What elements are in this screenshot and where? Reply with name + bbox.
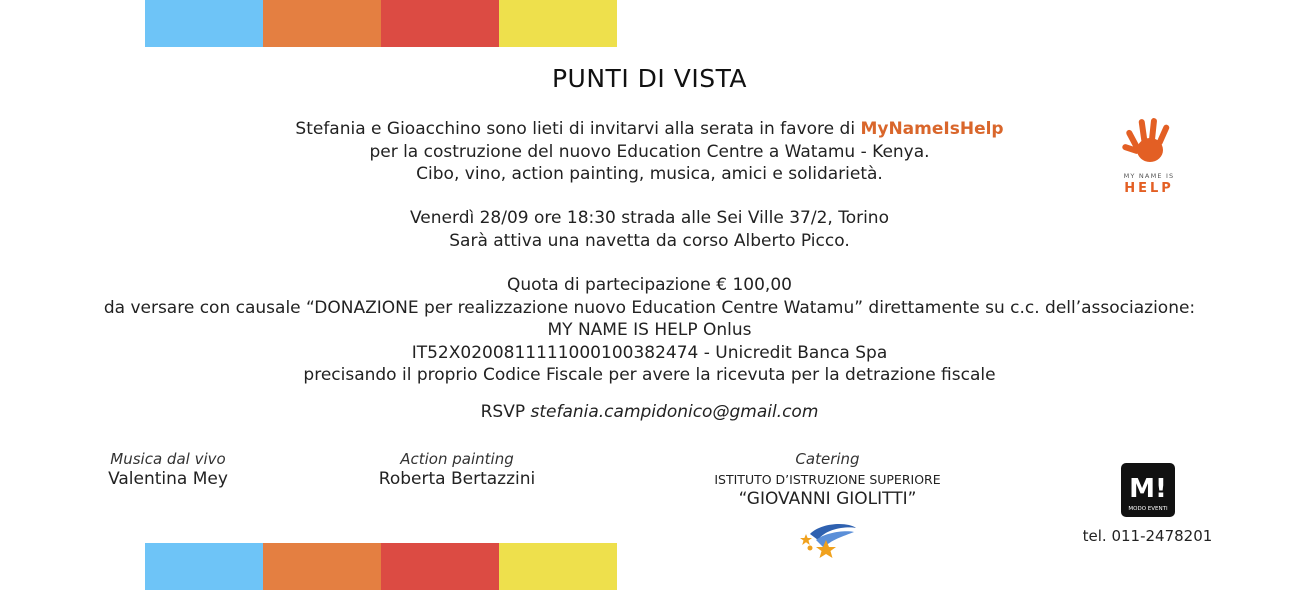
credit-painting-role: Action painting <box>400 450 514 468</box>
mynameishelp-logo <box>1110 116 1188 198</box>
event-shuttle: Sarà attiva una navetta da corso Alberto Picco. <box>449 230 850 251</box>
school-star-logo-icon <box>800 524 856 558</box>
credit-painting <box>356 450 558 489</box>
hand-print-icon <box>1122 118 1171 162</box>
intro-line-2: per la costruzione del nuovo Education Centre a Watamu - Kenya. <box>369 141 930 162</box>
intro-paragraph <box>0 118 1299 186</box>
stripe-red <box>381 543 499 590</box>
modo-eventi-logo <box>1121 463 1175 517</box>
credit-catering <box>690 450 965 509</box>
credit-music-name: Valentina Mey <box>108 469 228 489</box>
help-logo-tagline: MY NAME IS <box>1123 172 1175 180</box>
intro-line-1: Stefania e Gioacchino sono lieti di invitarvi alla serata in favore di MyNameIsHelp <box>295 119 1004 139</box>
stripe-orange <box>263 543 381 590</box>
credit-music-role: Musica dal vivo <box>110 450 226 468</box>
stripe-blue <box>145 0 263 47</box>
credit-catering-institute: ISTITUTO D’ISTRUZIONE SUPERIORE <box>714 472 941 487</box>
event-details <box>0 207 1299 252</box>
donation-causal: da versare con causale “DONAZIONE per realizzazione nuovo Education Centre Watamu” direttamente su c.c. dell’associazione: <box>103 297 1196 318</box>
credit-music <box>68 450 268 489</box>
donation-details <box>0 274 1299 387</box>
rsvp-line <box>0 402 1299 422</box>
modo-eventi-mark <box>1121 463 1175 517</box>
stripe-red <box>381 0 499 47</box>
stripe-yellow <box>499 543 617 590</box>
credit-painting-name: Roberta Bertazzini <box>378 469 536 489</box>
help-logo-word: HELP <box>1124 181 1174 196</box>
rsvp-label: RSVP <box>480 402 531 422</box>
stripe-blue <box>145 543 263 590</box>
credit-catering-school: “GIOVANNI GIOLITTI” <box>738 489 917 509</box>
bottom-color-stripe <box>145 543 617 590</box>
intro-line-3: Cibo, vino, action painting, musica, amici e solidarietà. <box>416 164 883 184</box>
donation-beneficiary: MY NAME IS HELP Onlus <box>547 320 752 340</box>
school-logo <box>796 520 860 560</box>
event-date-place: Venerdì 28/09 ore 18:30 strada alle Sei Ville 37/2, Torino <box>410 208 889 228</box>
top-color-stripe <box>145 0 617 47</box>
modo-logo-mark: M! <box>1129 474 1167 504</box>
brand-name: MyNameIsHelp <box>860 119 1004 139</box>
donation-fiscal-note: precisando il proprio Codice Fiscale per avere la ricevuta per la detrazione fiscale <box>303 365 996 385</box>
rsvp-email[interactable]: stefania.campidonico@gmail.com <box>530 402 819 422</box>
contact-phone: tel. 011-2478201 <box>1082 527 1213 545</box>
modo-logo-caption: MODO EVENTI <box>1128 506 1168 512</box>
credit-catering-role: Catering <box>795 450 860 468</box>
invitation-title: PUNTI DI VISTA <box>551 64 747 93</box>
stripe-orange <box>263 0 381 47</box>
donation-amount: Quota di partecipazione € 100,00 <box>507 275 792 295</box>
donation-iban: IT52X0200811111000100382474 - Unicredit Banca Spa <box>411 342 888 363</box>
stripe-yellow <box>499 0 617 47</box>
